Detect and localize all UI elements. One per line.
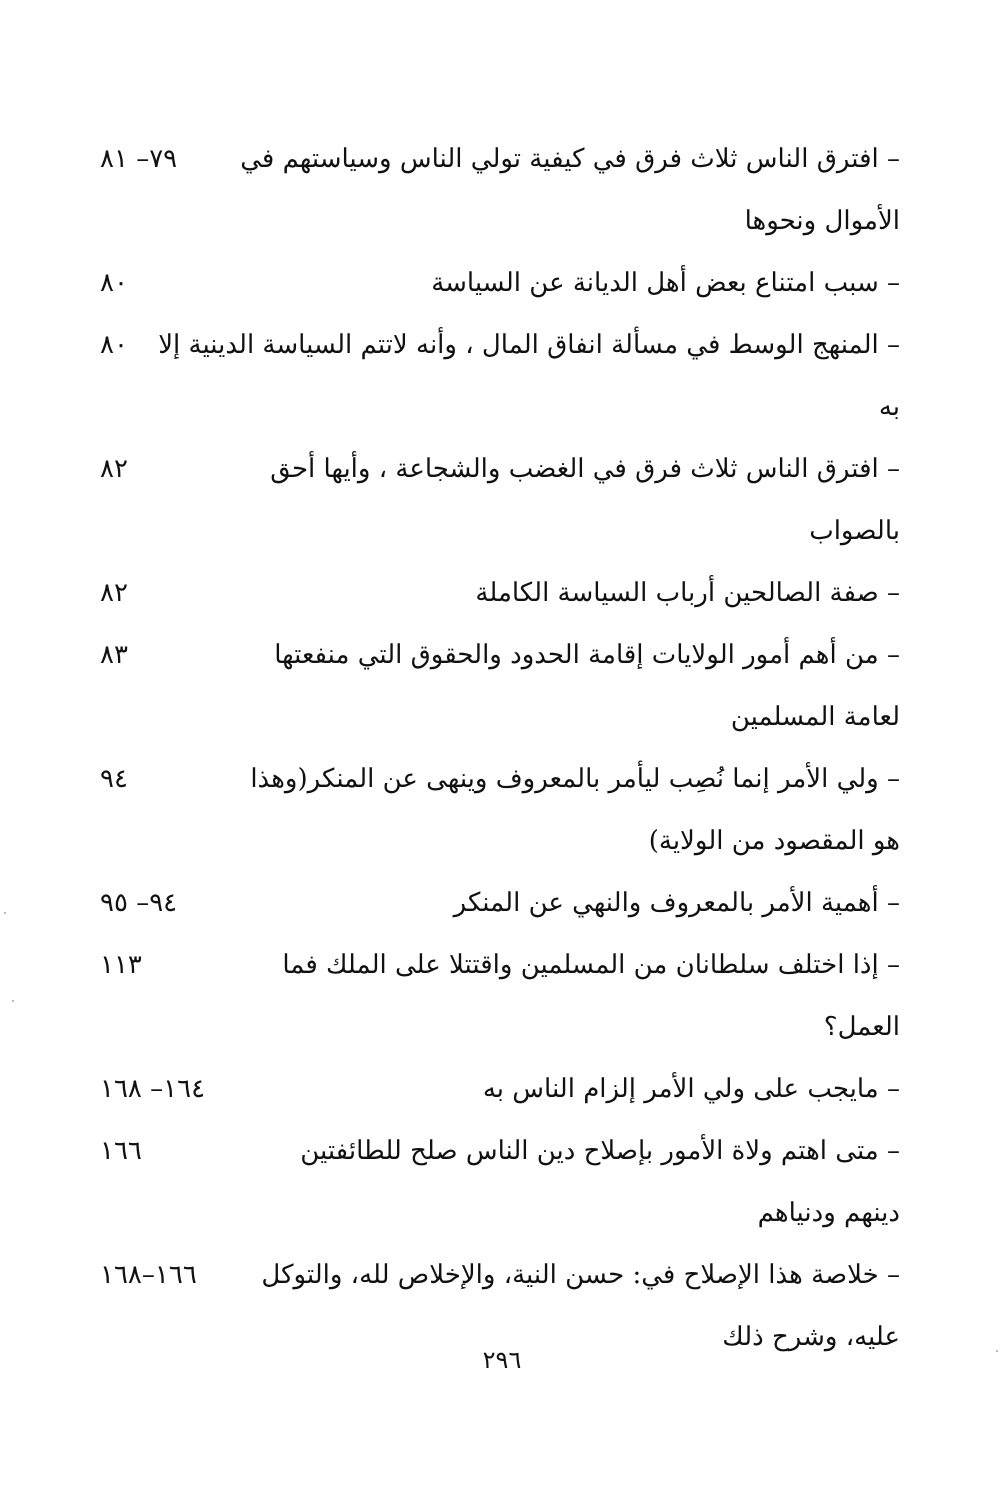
page-number: ٢٩٦ (482, 1346, 522, 1374)
toc-entry-pages: ٨٠ (100, 268, 128, 298)
table-of-contents (100, 128, 900, 1368)
toc-entry-title: – متى اهتم ولاة الأمور بإصلاح دين الناس صلح للطائفتين دينهم ودنياهم (300, 1136, 900, 1228)
toc-entry-pages: ٨٣ (100, 640, 128, 670)
toc-entry-pages: ١١٣ (100, 950, 142, 980)
toc-entry-title: – إذا اختلف سلطانان من المسلمين واقتتلا على الملك فما العمل؟ (282, 950, 900, 1042)
toc-entry-pages: ٩٤ (100, 764, 128, 794)
toc-entry-title: – افترق الناس ثلاث فرق في الغضب والشجاعة ، وأيها أحق بالصواب (270, 454, 900, 546)
toc-entry (100, 748, 900, 872)
toc-entry (100, 872, 900, 934)
toc-entry-title: – افترق الناس ثلاث فرق في كيفية تولي الناس وسياستهم في الأموال ونحوها (240, 144, 900, 236)
toc-entry-pages: ٧٩– ٨١ (100, 144, 178, 174)
toc-entry (100, 562, 900, 624)
toc-entry (100, 1058, 900, 1120)
toc-entry-title: – ولي الأمر إنما نُصِب ليأمر بالمعروف وينهى عن المنكر(وهذا هو المقصود من الولاية) (250, 764, 900, 856)
toc-entry (100, 438, 900, 562)
toc-entry-pages: ٨٢ (100, 454, 128, 484)
toc-entry-title: – المنهج الوسط في مسألة انفاق المال ، وأنه لاتتم السياسة الدينية إلا به (158, 330, 900, 422)
toc-entry-pages: ١٦٤– ١٦٨ (100, 1074, 206, 1104)
scan-speck (12, 1000, 14, 1002)
toc-entry-title: – سبب امتناع بعض أهل الديانة عن السياسة (431, 268, 900, 298)
toc-entry-title: – خلاصة هذا الإصلاح في: حسن النية، والإخلاص لله، والتوكل عليه، وشرح ذلك (261, 1260, 900, 1352)
toc-entry (100, 314, 900, 438)
toc-entry-pages: ٨٠ (100, 330, 128, 360)
toc-entry (100, 934, 900, 1058)
toc-entry-pages: ١٦٦ (100, 1136, 142, 1166)
toc-entry (100, 252, 900, 314)
toc-entry (100, 1120, 900, 1244)
scan-speck (4, 912, 6, 914)
toc-entry-title: – أهمية الأمر بالمعروف والنهي عن المنكر (453, 888, 900, 918)
toc-entry-title: – مايجب على ولي الأمر إلزام الناس به (482, 1074, 900, 1104)
toc-entry-pages: ١٦٦–١٦٨ (100, 1260, 197, 1290)
toc-entry-title: – من أهم أمور الولايات إقامة الحدود والحقوق التي منفعتها لعامة المسلمين (274, 640, 900, 732)
toc-entry-pages: ٨٢ (100, 578, 128, 608)
toc-entry-title: – صفة الصالحين أرباب السياسة الكاملة (475, 578, 900, 608)
toc-entry-pages: ٩٤– ٩٥ (100, 888, 178, 918)
toc-entry (100, 128, 900, 252)
toc-entry (100, 624, 900, 748)
scan-speck (996, 1350, 998, 1352)
